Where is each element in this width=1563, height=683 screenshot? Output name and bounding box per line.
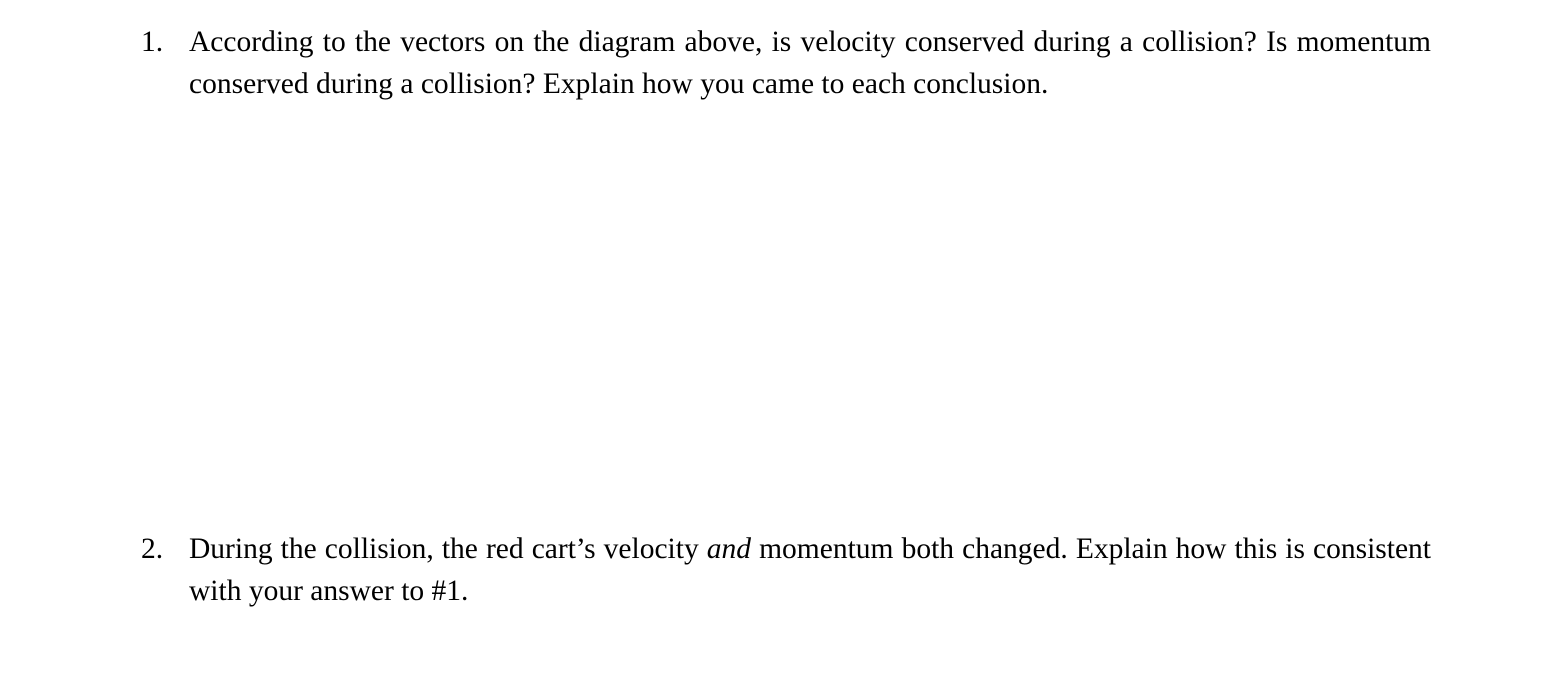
question-text bbox=[189, 528, 1431, 612]
question-number: 1. bbox=[141, 26, 164, 58]
question-text-part: momentum both changed. Explain how this is consistent with your answer to #1. bbox=[189, 533, 1431, 607]
question-text-part: During the collision, the red cart’s velocity bbox=[189, 533, 707, 565]
question-text: According to the vectors on the diagram above, is velocity conserved during a collision? Is momentum conserved during a collision? Explain how you came to each conclusion. bbox=[189, 26, 1431, 100]
question-number: 2. bbox=[141, 533, 164, 565]
question-2 bbox=[141, 528, 1431, 612]
question-1 bbox=[141, 21, 1431, 105]
emphasized-word: and bbox=[706, 533, 752, 565]
